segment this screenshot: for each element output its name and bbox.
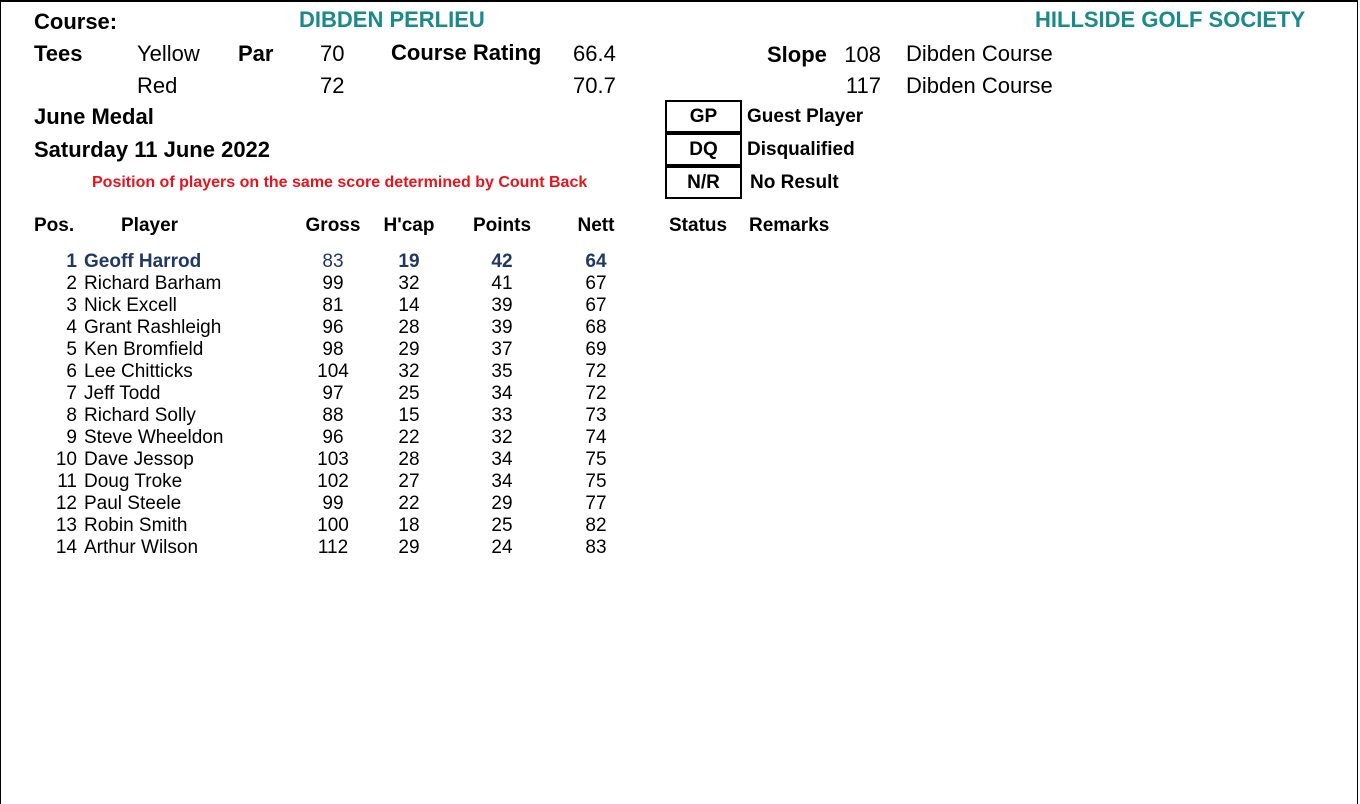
row-gross: 81 bbox=[322, 295, 344, 316]
row-points: 29 bbox=[491, 493, 513, 514]
legend-code-nr: N/R bbox=[665, 166, 742, 199]
row-gross: 99 bbox=[322, 273, 344, 294]
row-hcap: 19 bbox=[398, 251, 420, 272]
row-player: Dave Jessop bbox=[84, 449, 194, 470]
event-name: June Medal bbox=[34, 104, 154, 129]
row-pos: 12 bbox=[55, 493, 77, 514]
row-nett: 77 bbox=[585, 493, 607, 514]
row-hcap: 32 bbox=[398, 361, 420, 382]
row-hcap: 25 bbox=[398, 383, 420, 404]
row-points: 34 bbox=[491, 383, 513, 404]
legend-meaning-gp: Guest Player bbox=[747, 106, 864, 127]
row-nett: 68 bbox=[585, 317, 607, 338]
course-rating-label: Course Rating bbox=[391, 40, 542, 65]
row-gross: 104 bbox=[317, 361, 349, 382]
row-pos: 7 bbox=[66, 383, 77, 404]
table-row bbox=[1, 493, 701, 515]
col-header-nett: Nett bbox=[577, 215, 615, 236]
row-points: 25 bbox=[491, 515, 513, 536]
row-pos: 4 bbox=[66, 317, 77, 338]
col-header-hcap: H'cap bbox=[383, 215, 435, 236]
row-pos: 6 bbox=[66, 361, 77, 382]
course-red: Dibden Course bbox=[906, 73, 1053, 98]
col-header-player: Player bbox=[121, 215, 179, 236]
slope-red: 117 bbox=[845, 73, 881, 98]
row-pos: 5 bbox=[66, 339, 77, 360]
row-hcap: 22 bbox=[398, 427, 420, 448]
col-header-points: Points bbox=[472, 215, 532, 236]
row-gross: 96 bbox=[322, 317, 344, 338]
row-points: 42 bbox=[491, 251, 513, 272]
legend-meaning-dq: Disqualified bbox=[747, 139, 855, 160]
row-hcap: 27 bbox=[398, 471, 420, 492]
society-name: HILLSIDE GOLF SOCIETY bbox=[1035, 7, 1306, 32]
row-nett: 67 bbox=[585, 295, 607, 316]
legend-meaning-nr: No Result bbox=[750, 172, 839, 193]
par-label: Par bbox=[238, 41, 274, 66]
table-row bbox=[1, 449, 701, 471]
row-pos: 14 bbox=[55, 537, 77, 558]
tee-yellow: Yellow bbox=[137, 41, 200, 66]
row-points: 39 bbox=[491, 317, 513, 338]
row-gross: 96 bbox=[322, 427, 344, 448]
rating-red: 70.7 bbox=[573, 73, 616, 98]
row-player: Jeff Todd bbox=[84, 383, 161, 404]
row-player: Ken Bromfield bbox=[84, 339, 204, 360]
row-gross: 102 bbox=[317, 471, 349, 492]
row-points: 34 bbox=[491, 471, 513, 492]
row-hcap: 32 bbox=[398, 273, 420, 294]
row-gross: 100 bbox=[317, 515, 349, 536]
table-row bbox=[1, 273, 701, 295]
row-hcap: 22 bbox=[398, 493, 420, 514]
row-points: 41 bbox=[491, 273, 513, 294]
row-points: 39 bbox=[491, 295, 513, 316]
row-hcap: 28 bbox=[398, 317, 420, 338]
row-nett: 67 bbox=[585, 273, 607, 294]
table-row bbox=[1, 537, 701, 559]
row-nett: 72 bbox=[585, 361, 607, 382]
row-pos: 8 bbox=[66, 405, 77, 426]
row-pos: 1 bbox=[66, 251, 77, 272]
row-hcap: 18 bbox=[398, 515, 420, 536]
row-player: Geoff Harrod bbox=[84, 251, 202, 272]
row-pos: 9 bbox=[66, 427, 77, 448]
table-row bbox=[1, 471, 701, 493]
row-points: 33 bbox=[491, 405, 513, 426]
col-header-remarks: Remarks bbox=[749, 215, 830, 236]
course-label: Course: bbox=[34, 9, 118, 34]
row-hcap: 29 bbox=[398, 339, 420, 360]
table-row bbox=[1, 251, 701, 273]
row-player: Arthur Wilson bbox=[84, 537, 199, 558]
row-points: 35 bbox=[491, 361, 513, 382]
row-points: 32 bbox=[491, 427, 513, 448]
row-pos: 10 bbox=[55, 449, 77, 470]
slope-yellow: 108 bbox=[844, 42, 881, 67]
row-player: Grant Rashleigh bbox=[84, 317, 222, 338]
count-back-note: Position of players on the same score determined by Count Back bbox=[92, 174, 588, 191]
row-player: Robin Smith bbox=[84, 515, 188, 536]
table-row bbox=[1, 405, 701, 427]
row-gross: 97 bbox=[322, 383, 344, 404]
row-player: Nick Excell bbox=[84, 295, 177, 316]
row-hcap: 15 bbox=[398, 405, 420, 426]
row-gross: 98 bbox=[322, 339, 344, 360]
table-row bbox=[1, 339, 701, 361]
row-hcap: 29 bbox=[398, 537, 420, 558]
row-player: Steve Wheeldon bbox=[84, 427, 224, 448]
row-nett: 83 bbox=[585, 537, 607, 558]
table-row bbox=[1, 317, 701, 339]
row-pos: 13 bbox=[55, 515, 77, 536]
col-header-pos: Pos. bbox=[34, 215, 75, 236]
row-nett: 75 bbox=[585, 449, 607, 470]
row-nett: 69 bbox=[585, 339, 607, 360]
row-player: Lee Chitticks bbox=[84, 361, 193, 382]
row-nett: 64 bbox=[585, 251, 607, 272]
row-pos: 11 bbox=[57, 471, 77, 492]
col-header-status: Status bbox=[669, 215, 728, 236]
row-hcap: 28 bbox=[398, 449, 420, 470]
row-gross: 99 bbox=[322, 493, 344, 514]
row-points: 24 bbox=[491, 537, 513, 558]
row-points: 37 bbox=[491, 339, 513, 360]
row-nett: 74 bbox=[585, 427, 607, 448]
row-gross: 83 bbox=[322, 251, 344, 272]
par-yellow: 70 bbox=[320, 41, 345, 66]
row-hcap: 14 bbox=[398, 295, 420, 316]
row-gross: 112 bbox=[317, 537, 349, 558]
row-player: Richard Barham bbox=[84, 273, 222, 294]
row-player: Paul Steele bbox=[84, 493, 182, 514]
table-row bbox=[1, 427, 701, 449]
row-nett: 73 bbox=[585, 405, 607, 426]
table-row bbox=[1, 361, 701, 383]
row-pos: 3 bbox=[66, 295, 77, 316]
row-nett: 75 bbox=[585, 471, 607, 492]
tee-red: Red bbox=[137, 73, 178, 98]
tees-label: Tees bbox=[34, 41, 83, 66]
row-points: 34 bbox=[491, 449, 513, 470]
row-gross: 103 bbox=[317, 449, 349, 470]
row-nett: 82 bbox=[585, 515, 607, 536]
table-row bbox=[1, 515, 701, 537]
course-yellow: Dibden Course bbox=[906, 41, 1053, 66]
row-player: Doug Troke bbox=[84, 471, 183, 492]
rating-yellow: 66.4 bbox=[573, 41, 616, 66]
legend-code-dq: DQ bbox=[665, 133, 742, 166]
event-date: Saturday 11 June 2022 bbox=[34, 137, 271, 162]
slope-label: Slope bbox=[767, 42, 827, 67]
table-row bbox=[1, 295, 701, 317]
row-nett: 72 bbox=[585, 383, 607, 404]
legend-code-gp: GP bbox=[665, 100, 742, 133]
col-header-gross: Gross bbox=[305, 215, 361, 236]
par-red: 72 bbox=[320, 73, 345, 98]
row-player: Richard Solly bbox=[84, 405, 196, 426]
row-pos: 2 bbox=[66, 273, 77, 294]
course-name: DIBDEN PERLIEU bbox=[299, 7, 485, 32]
row-gross: 88 bbox=[322, 405, 344, 426]
table-row bbox=[1, 383, 701, 405]
